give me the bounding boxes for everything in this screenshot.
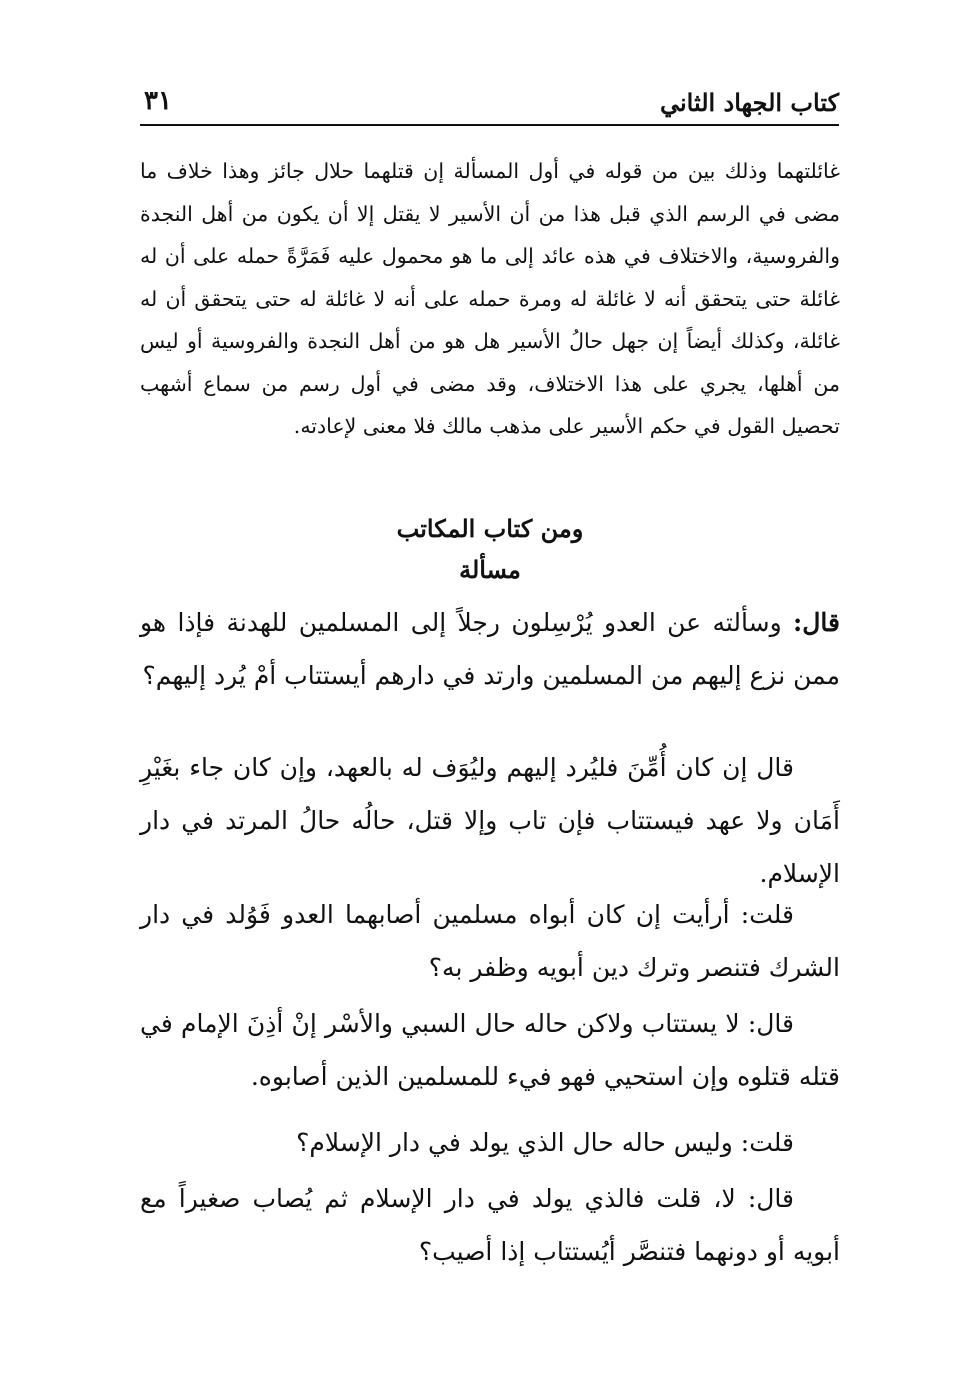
running-header	[140, 84, 839, 126]
paragraph-text: قال إن كان أُمِّنَ فليُرد إليهم وليُوَف له بالعهد، وإن كان جاء بغَيْرِ أَمَان ولا عهد فيستتاب فإن تاب وإلا قتل، حالُه حالُ المرتد في دار الإسلام.	[140, 753, 840, 888]
issue-heading: مسألة	[459, 555, 521, 584]
paragraph-text: وسألته عن العدو يُرْسِلون رجلاً إلى المسلمين للهدنة فإذا هو ممن نزع إليهم من المسلمين وارتد في دارهم أيستتاب أمْ يُرد إليهم؟	[140, 608, 840, 690]
paragraph-text: وليس حاله حال الذي يولد في دار الإسلام؟	[296, 1128, 741, 1157]
running-title: كتاب الجهاد الثاني	[659, 88, 839, 117]
dialogue-paragraph-2	[140, 741, 840, 900]
speaker-label: قال:	[747, 1009, 794, 1038]
dialogue-paragraph-5	[140, 1116, 840, 1169]
page-number: ٣١	[144, 86, 172, 116]
dialogue-paragraph-6	[140, 1172, 840, 1278]
dialogue-paragraph-1	[140, 596, 840, 702]
paragraph-text: لا يستتاب ولاكن حاله حال السبي والأسْر إنْ أذِنَ الإمام في قتله قتلوه وإن استحيي فهو فيء للمسلمين الذين أصابوه.	[140, 1009, 840, 1091]
speaker-label: قال:	[793, 608, 840, 637]
dialogue-paragraph-4	[140, 997, 840, 1103]
dialogue-paragraph-3	[140, 888, 840, 994]
speaker-label: قلت:	[740, 1128, 794, 1157]
speaker-label: قلت:	[740, 900, 794, 929]
paragraph-text: لا، قلت فالذي يولد في دار الإسلام ثم يُصاب صغيراً مع أبويه أو دونهما فتنصَّر أيُستتاب إذا أصيب؟	[140, 1184, 840, 1266]
paragraph-text: أرأيت إن كان أبواه مسلمين أصابهما العدو فَوُلد في دار الشرك فتنصر وترك دين أبويه وظفر به؟	[140, 900, 840, 982]
chapter-heading: ومن كتاب المكاتب	[396, 514, 584, 543]
commentary-paragraph: غائلتهما وذلك بين من قوله في أول المسألة إن قتلهما حلال جائز وهذا خلاف ما مضى في الرسم الذي قبل هذا من أن الأسير لا يقتل إلا أن يكون من أهل النجدة والفروسية، والاختلاف في هذه عائد إلى ما هو محمول عليه فَمَرَّةً حمله على أن له غائلة حتى يتحقق أنه لا غائلة له ومرة حمله على أنه لا غائلة له حتى يتحقق أن له غائلة، وكذلك أيضاً إن جهل حالُ الأسير هل هو من أهل النجدة والفروسية أو ليس من أهلها، يجري على هذا الاختلاف، وقد مضى في أول رسم من سماع أشهب تحصيل القول في حكم الأسير على مذهب مالك فلا معنى لإعادته.	[140, 159, 840, 438]
speaker-label: قال:	[747, 1184, 794, 1213]
